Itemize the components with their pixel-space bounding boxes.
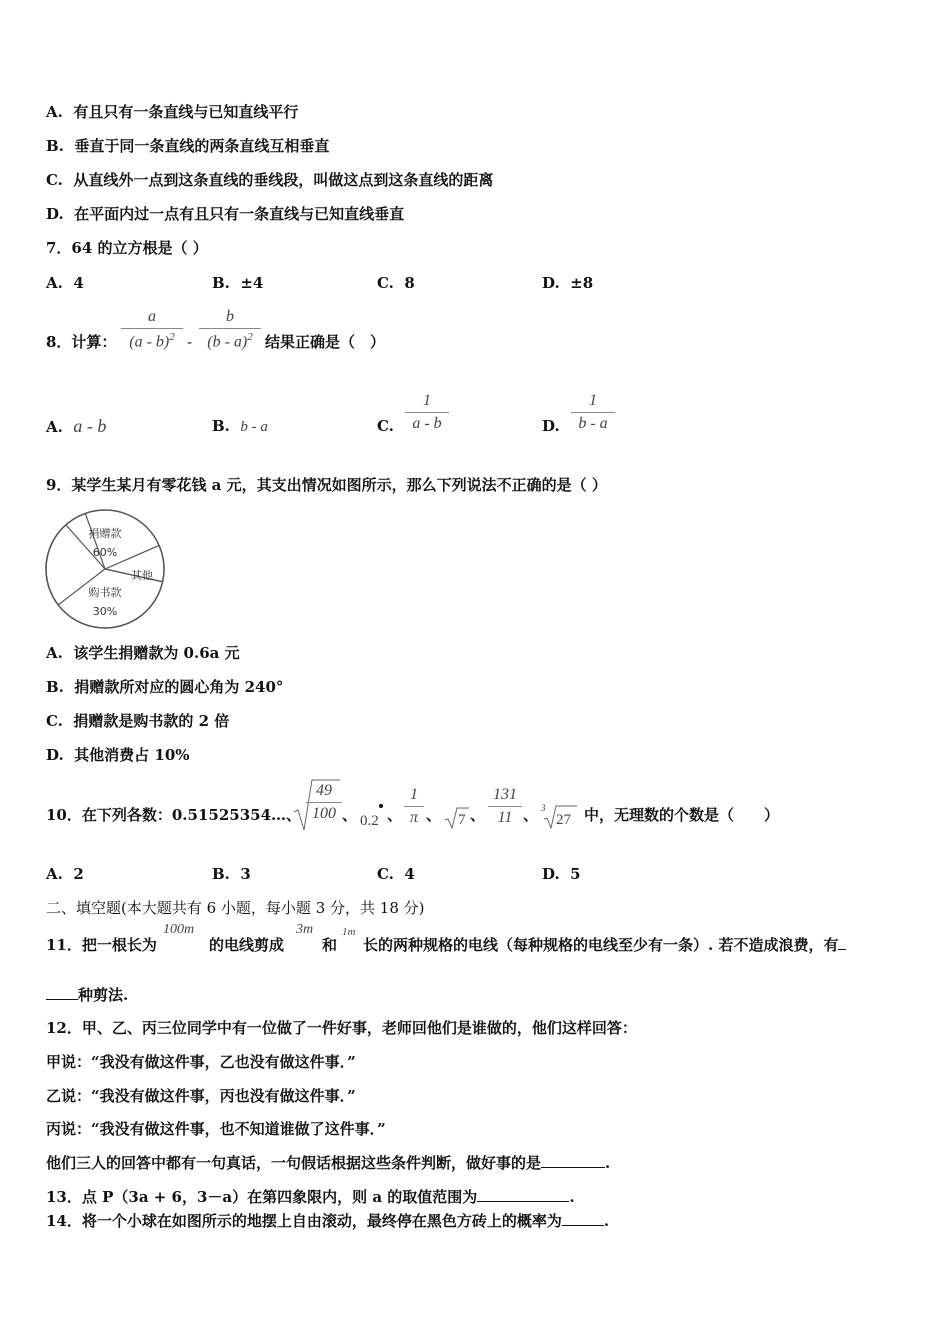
pie-value-label-2: 30%	[92, 605, 118, 618]
q8-option-d-fraction: $\frac{1}{b - a}$	[571, 392, 615, 433]
q8-option-a: A. a - b	[46, 416, 107, 436]
q12-stem: 12．甲、乙、丙三位同学中有一位做了一件好事，老师回他们是谁做的，他们这样回答：	[46, 1019, 637, 1037]
q13-answer-blank[interactable]	[477, 1201, 569, 1202]
q10-sep-3: 、	[426, 806, 442, 824]
q10-sep-4: 、	[470, 806, 486, 824]
q12-answer-blank[interactable]	[541, 1167, 605, 1168]
q10-option-a: A. 2	[46, 865, 84, 883]
q10-option-b: B. 3	[212, 865, 251, 883]
q10-repeating-dot	[379, 804, 383, 808]
q9-option-a: A. 该学生捐赠款为 0.6a 元	[46, 644, 240, 662]
q6-option-d: D. 在平面内过一点有且只有一条直线与已知直线垂直	[46, 205, 405, 223]
pie-label-1: 捐赠款	[88, 527, 122, 540]
q10-cbrt-value: 27	[556, 812, 571, 828]
q7-option-a: A. 4	[46, 274, 84, 292]
q7-option-c: C. 8	[377, 274, 415, 292]
q11-part-2: 的电线剪成	[209, 936, 285, 954]
q8-option-c-letter: C.	[377, 417, 394, 435]
q11-part-3: 和	[322, 936, 338, 954]
pie-label-2: 购书款	[88, 586, 122, 599]
q14-answer-blank[interactable]	[562, 1225, 604, 1226]
q11-length-100m: 100m	[163, 922, 195, 937]
q12-yi: 乙说：“我没有做这件事，丙也没有做这件事．”	[46, 1087, 356, 1105]
q10-option-d: D. 5	[542, 865, 581, 883]
q7-option-b: B. ±4	[212, 274, 264, 292]
q11-length-3m: 3m	[296, 922, 314, 937]
q11-part-1: 11．把一根长为	[46, 936, 157, 954]
pie-label-3: 其他	[131, 569, 153, 582]
q12-conclusion: 他们三人的回答中都有一句真话，一句假话根据这些条件判断，做好事的是 .	[46, 1154, 611, 1172]
q13-text: 13．点 P（3a + 6，3－a）在第四象限内，则 a 的取值范围为 .	[46, 1188, 575, 1206]
q8-option-b: B. b - a	[212, 417, 268, 435]
q8-suffix: 结果正确是（ ）	[265, 333, 386, 351]
q11-part-4: 长的两种规格的电线（每种规格的电线至少有一条）. 若不造成浪费，有	[363, 935, 846, 955]
q10-131-fraction: $\frac{131}{11}$	[488, 786, 522, 827]
q9-option-d: D. 其他消费占 10%	[46, 746, 190, 764]
q9-stem: 9．某学生某月有零花钱 a 元，其支出情况如图所示，那么下列说法不正确的是（ ）	[46, 476, 607, 494]
q14-text: 14．将一个小球在如图所示的地摆上自由滚动，最终停在黑色方砖上的概率为 .	[46, 1212, 610, 1230]
q8-prefix: 8．计算：	[46, 333, 117, 351]
q6-option-b: B. 垂直于同一条直线的两条直线互相垂直	[46, 137, 330, 155]
q9-option-b: B. 捐赠款所对应的圆心角为 240°	[46, 678, 284, 696]
q12-bing: 丙说：“我没有做这件事，也不知道谁做了这件事．”	[46, 1120, 386, 1138]
q11-blank-end[interactable]	[46, 999, 78, 1000]
q10-sep-2: 、	[387, 806, 403, 824]
q11-length-1m: 1m	[342, 926, 356, 938]
q10-sep-1: 、	[342, 806, 358, 824]
q10-sqrt-fraction: $\frac{49}{100}$	[306, 782, 342, 823]
q8-fraction-2: $\frac{b}{(b - a)^2}$	[199, 308, 261, 351]
q6-option-a: A. 有且只有一条直线与已知直线平行	[46, 103, 299, 121]
q10-suffix: 中，无理数的个数是（ ）	[584, 806, 780, 824]
q6-option-c: C. 从直线外一点到这条直线的垂线段，叫做这点到这条直线的距离	[46, 171, 494, 189]
q7-stem: 7．64 的立方根是（ ）	[46, 239, 208, 257]
section-2-heading: 二、填空题(本大题共有 6 小题，每小题 3 分，共 18 分)	[46, 899, 425, 917]
q8-option-c-fraction: $\frac{1}{a - b}$	[405, 392, 449, 433]
q7-option-d: D. ±8	[542, 274, 594, 292]
pie-value-label-1: 60%	[92, 546, 118, 559]
q10-cbrt-index: 3	[541, 803, 546, 813]
q9-option-c: C. 捐赠款是购书款的 2 倍	[46, 712, 230, 730]
q8-minus: -	[187, 333, 193, 351]
q11-blank-start[interactable]	[838, 949, 846, 950]
q12-jia: 甲说：“我没有做这件事，乙也没有做这件事．”	[46, 1053, 356, 1071]
q10-option-c: C. 4	[377, 865, 415, 883]
q11-line-2: 种剪法.	[46, 985, 128, 1005]
q8-fraction-1: $\frac{a}{(a - b)^2}$	[121, 308, 183, 351]
q8-option-d-letter: D.	[542, 417, 560, 435]
q10-prefix: 10．在下列各数：0.51525354…、	[46, 806, 302, 824]
q10-sep-5: 、	[523, 806, 539, 824]
q10-sqrt7-sign	[444, 806, 470, 830]
q10-repeating-decimal: 0.2	[360, 813, 379, 829]
q10-pi-fraction: $\frac{1}{\pi}$	[404, 786, 424, 827]
q9-pie-chart	[43, 507, 168, 632]
q10-sqrt7-value: 7	[458, 812, 466, 828]
